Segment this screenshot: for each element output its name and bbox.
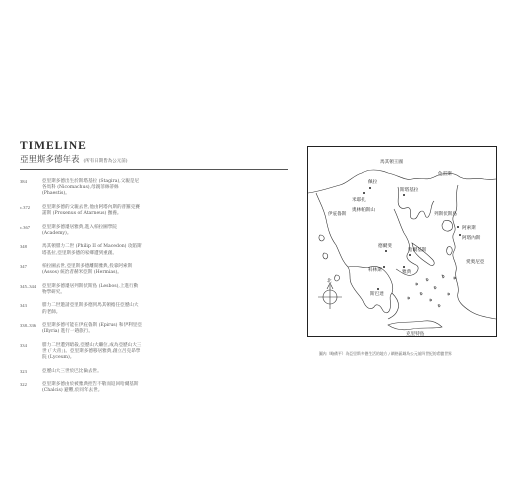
timeline-entry xyxy=(20,244,290,256)
timeline-subtitle-row xyxy=(20,153,290,165)
timeline-entry-text: 腓力二世邀請亞里斯多德到馬其頓擔任亞歷山大的老師。 xyxy=(42,303,139,315)
map-label-olympus: 奧林帕斯山 xyxy=(352,208,375,213)
map-label-atarneus: 阿塔內斯 xyxy=(462,236,481,241)
timeline-heading: TIMELINE xyxy=(20,140,87,152)
map-label-corinth: 科林斯 xyxy=(368,268,382,273)
timeline-entry-text: 亞里斯多德可能在伊庇魯斯 (Epirus) 和伊利里亞 (Illyria) 進行一趟旅行。 xyxy=(42,323,142,335)
atarneus-dot xyxy=(459,234,461,236)
pella-dot xyxy=(369,187,371,189)
timeline-entry-year: 345–344 xyxy=(20,283,37,289)
timeline-entry-text: 馬其頓腓力二世 (Philip II of Macedon) 攻陷斯塔基拉,亞里斯多德的家鄉遭到重創。 xyxy=(42,244,142,256)
map-label-lesbos: 列斯伏斯島 xyxy=(434,212,457,217)
asia-minor-coast xyxy=(453,185,496,319)
map-label-ionia: 愛奧尼亞 xyxy=(466,260,485,265)
timeline-entry-year: c.367 xyxy=(20,224,31,230)
timeline-entry-year: 347 xyxy=(20,264,27,270)
map-label-athens: 雅典 xyxy=(402,270,412,275)
timeline-entry xyxy=(20,369,290,375)
timeline-entry xyxy=(20,343,290,362)
timeline-entry-year: 343 xyxy=(20,303,27,309)
crete-island xyxy=(388,321,442,330)
map-label-sparta: 斯巴達 xyxy=(370,292,384,297)
timeline-entry xyxy=(20,179,290,198)
timeline-entry-year: 384 xyxy=(20,179,27,184)
chalcis-dot xyxy=(409,254,411,256)
sparta-dot xyxy=(377,288,379,290)
timeline-entry xyxy=(20,323,290,335)
assos-dot xyxy=(457,226,459,228)
greece-map-drawing xyxy=(308,147,496,336)
timeline-entry xyxy=(20,284,290,296)
timeline-entry-year: 338–336 xyxy=(20,323,37,329)
timeline-entry-year: c.372 xyxy=(20,204,31,210)
greece-map xyxy=(307,146,497,337)
timeline-entry xyxy=(20,303,290,315)
chios-island xyxy=(447,247,452,255)
map-label-delphi: 德爾斐 xyxy=(378,244,392,249)
map-label-pella: 佩拉 xyxy=(368,180,378,185)
map-label-mieza: 米耶扎 xyxy=(352,198,366,203)
timeline-entries xyxy=(20,179,290,395)
map-label-stagira: 斯塔基拉 xyxy=(400,188,419,193)
aegean-islets xyxy=(408,275,456,307)
timeline-entry-text: 亞里斯多德出生於斯塔基拉 (Stagira),父親是尼各馬科 (Nicomachus),母親菲絲蒂絲 (Phaestis)。 xyxy=(42,179,140,197)
timeline-subtitle-note: (所有日期皆為公元前) xyxy=(83,159,128,164)
timeline-entry-text: 亞里斯多德的父親去世,他由阿塔內斯的普羅克賽諾斯 (Proxenus of Atarneus) 撫養。 xyxy=(42,204,140,217)
stagira-dot xyxy=(403,194,405,196)
map-label-thessaly: 色雷斯 xyxy=(438,172,452,177)
mieza-dot xyxy=(363,192,365,194)
timeline-entry xyxy=(20,264,290,276)
map-label-macedonia: 馬其頓王國 xyxy=(380,160,403,165)
compass-north-label: 北 xyxy=(327,279,332,284)
map-label-epirus: 伊庇魯斯 xyxy=(328,212,347,217)
corinth-dot xyxy=(383,266,385,268)
euboea-island xyxy=(412,243,434,266)
map-label-assos: 阿索斯 xyxy=(462,226,476,231)
athens-dot xyxy=(403,266,405,268)
timeline-entry-text: 亞里斯多德遷居列斯伏斯島 (Lesbos),上進行動物學研究。 xyxy=(42,283,139,295)
timeline-entry-year: 348 xyxy=(20,244,27,250)
timeline-entry-year: 322 xyxy=(20,382,27,388)
compass-needle xyxy=(318,285,342,309)
timeline-entry-text: 柏拉圖去世,亞里斯多德離開雅典,投靠阿索斯 (Assos) 統治者赫米亞斯 (Hermias)。 xyxy=(42,264,133,276)
timeline-entry-text: 亞歷山大三世於巴比倫去世。 xyxy=(42,368,102,374)
timeline-section xyxy=(20,140,290,402)
timeline-entry-year: 323 xyxy=(20,368,27,374)
heading-rule xyxy=(20,169,288,170)
timeline-subtitle: 亞里斯多德年表 xyxy=(20,155,80,165)
timeline-entry xyxy=(20,225,290,237)
timeline-entry-text: 亞里斯多德由於被雅典控告不敬而返回哈爾基斯 (Chalcis) 避難,於同年去世。 xyxy=(42,382,139,394)
timeline-entry-text: 腓力二世遭到暗殺,亞歷山大繼位,成為亞歷山大三世 (「大帝」)。亞里斯多德移居雅典,創立呂克昂學院 (Lyceum)。 xyxy=(42,342,142,361)
timeline-entry-text: 亞里斯多德遷居雅典,進入柏拉圖學院 (Academy)。 xyxy=(42,224,117,236)
map-label-chalcis: 哈爾基斯 xyxy=(408,248,427,253)
map-label-crete: 克里特島 xyxy=(406,332,425,336)
delphi-dot xyxy=(385,250,387,252)
ionian-islands xyxy=(319,235,340,281)
lesbos-island xyxy=(442,220,453,231)
timeline-entry xyxy=(20,382,290,394)
map-caption: 圖內（略備平）為亞里斯多德生活的地方 / 網格區域為公元前四世紀的希臘世界 xyxy=(319,351,452,356)
timeline-entry-year: 334 xyxy=(20,342,27,348)
timeline-entry xyxy=(20,205,290,217)
